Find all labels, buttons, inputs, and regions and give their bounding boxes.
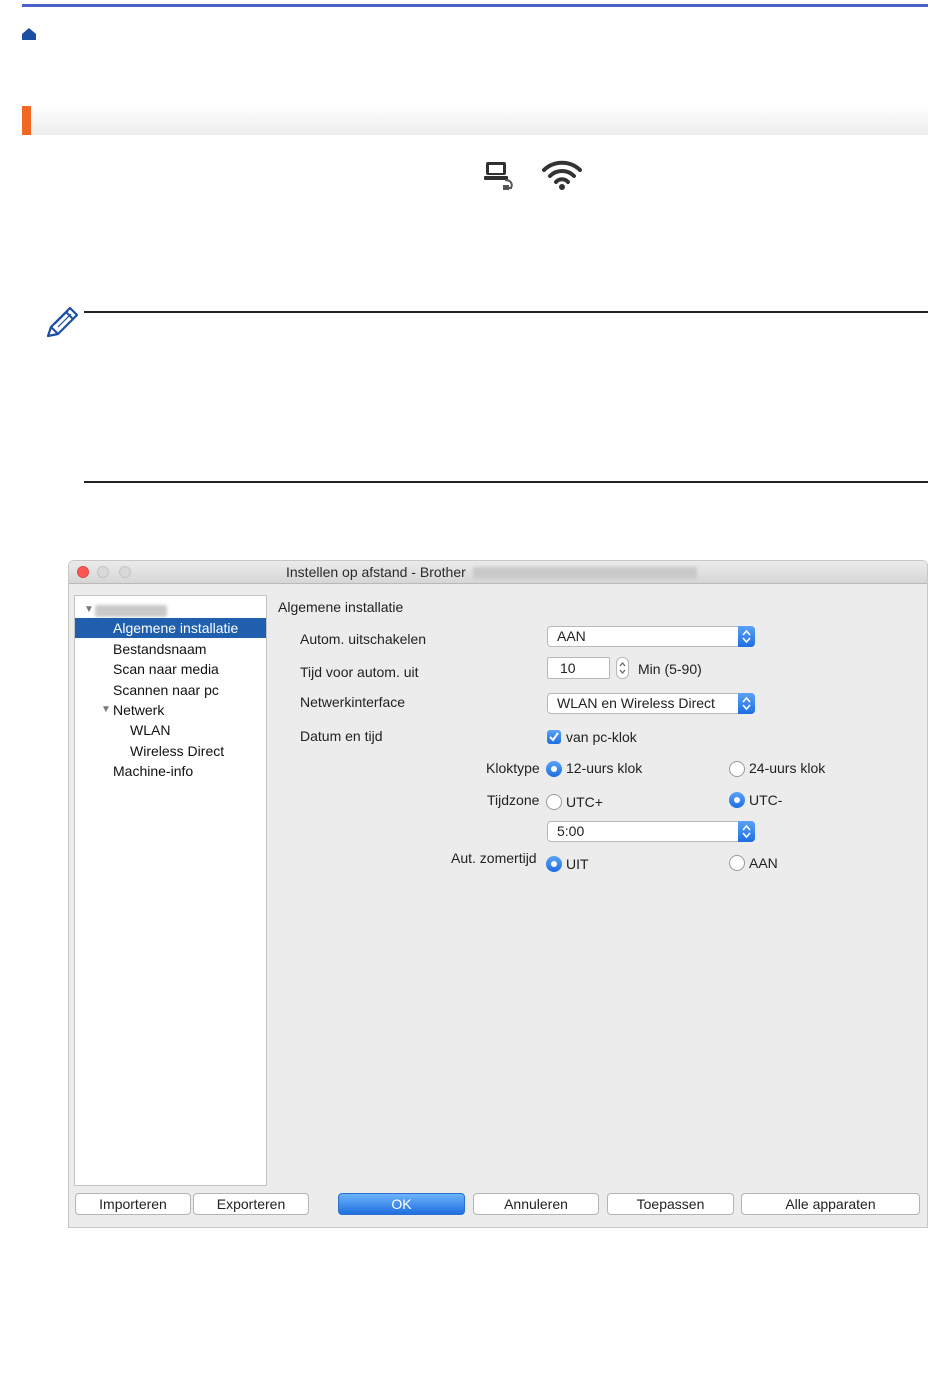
auto-off-time-label: Tijd voor autom. uit: [300, 664, 419, 680]
section-accent: [22, 106, 31, 135]
sidebar-item-scan-to-media[interactable]: [75, 659, 266, 679]
wifi-icon: [540, 158, 584, 192]
dst-on-radio[interactable]: [729, 855, 745, 871]
timezone-offset-value: 5:00: [557, 823, 585, 839]
dst-off-label: UIT: [566, 856, 589, 872]
dst-label: Aut. zomertijd: [451, 850, 537, 866]
auto-off-label: Autom. uitschakelen: [300, 631, 427, 647]
settings-tree: [74, 595, 267, 1186]
window-close-button[interactable]: [77, 566, 89, 578]
window-title-text: Instellen op afstand - Brother: [286, 564, 466, 580]
clock-24h-label: 24-uurs klok: [749, 760, 826, 776]
section-title-bar: [22, 106, 928, 135]
cancel-button[interactable]: Annuleren: [473, 1193, 599, 1215]
remote-setup-window: [69, 561, 927, 1227]
auto-off-time-unit: Min (5-90): [638, 661, 702, 677]
network-interface-select[interactable]: [547, 693, 755, 714]
sidebar-item-label: Wireless Direct: [130, 743, 225, 759]
clock-12h-label: 12-uurs klok: [566, 760, 643, 776]
usb-connection-icon: [481, 158, 517, 192]
note-bottom-rule: [84, 481, 928, 483]
pencil-note-icon: [44, 305, 80, 339]
clock-12h-radio[interactable]: [546, 761, 562, 777]
timezone-offset-select[interactable]: [547, 821, 755, 842]
window-zoom-button[interactable]: [119, 566, 131, 578]
apply-button[interactable]: Toepassen: [607, 1193, 734, 1215]
window-titlebar[interactable]: [69, 561, 927, 584]
header-rule: [22, 4, 928, 7]
sidebar-item-scan-to-pc[interactable]: [75, 680, 266, 700]
sidebar-item-general-setup[interactable]: [75, 618, 266, 638]
home-icon[interactable]: [21, 26, 37, 42]
ok-button[interactable]: OK: [338, 1193, 465, 1215]
dst-on-label: AAN: [749, 855, 778, 871]
dst-off-radio[interactable]: [546, 856, 562, 872]
window-minimize-button[interactable]: [97, 566, 109, 578]
popup-arrows-icon: [738, 821, 755, 842]
clock-type-label: Kloktype: [486, 760, 540, 776]
sidebar-item-wireless-direct[interactable]: [75, 741, 266, 761]
import-button[interactable]: Importeren: [75, 1193, 191, 1215]
sidebar-item-network[interactable]: [75, 700, 266, 720]
model-name-redacted: [473, 567, 697, 579]
clock-24h-radio[interactable]: [729, 761, 745, 777]
sidebar-item-label: Scannen naar pc: [113, 682, 219, 698]
auto-off-time-input[interactable]: 10: [547, 657, 610, 679]
auto-off-select[interactable]: [547, 626, 755, 647]
sidebar-item-label: WLAN: [130, 722, 171, 738]
sidebar-item-wlan[interactable]: [75, 720, 266, 740]
window-title: [286, 564, 697, 580]
checkmark-icon: [547, 730, 561, 744]
export-button[interactable]: Exporteren: [193, 1193, 309, 1215]
utc-plus-radio[interactable]: [546, 794, 562, 810]
sidebar-item-label: Scan naar media: [113, 661, 219, 677]
disclosure-triangle-icon[interactable]: ▼: [101, 704, 111, 715]
popup-arrows-icon: [738, 626, 755, 647]
utc-plus-label: UTC+: [566, 794, 603, 810]
note-top-rule: [84, 311, 928, 313]
sidebar-item-label: Bestandsnaam: [113, 641, 207, 657]
datetime-label: Datum en tijd: [300, 728, 383, 744]
pc-clock-checkbox[interactable]: [547, 730, 561, 744]
network-interface-label: Netwerkinterface: [300, 694, 406, 710]
utc-minus-label: UTC-: [749, 792, 783, 808]
auto-off-value: AAN: [557, 628, 586, 644]
panel-heading: Algemene installatie: [278, 599, 404, 615]
all-devices-button[interactable]: Alle apparaten: [741, 1193, 920, 1215]
sidebar-item-label: Machine-info: [113, 763, 194, 779]
disclosure-triangle-icon[interactable]: ▼: [84, 604, 94, 615]
sidebar-item-machine-info[interactable]: [75, 761, 266, 781]
popup-arrows-icon: [738, 693, 755, 714]
pc-clock-label: van pc-klok: [566, 729, 637, 745]
stepper-arrows-icon: [617, 658, 628, 678]
utc-minus-radio[interactable]: [729, 792, 745, 808]
sidebar-item-label: Algemene installatie: [113, 620, 239, 636]
auto-off-time-stepper[interactable]: [616, 657, 629, 679]
tree-root[interactable]: [75, 600, 266, 620]
network-interface-value: WLAN en Wireless Direct: [557, 695, 715, 711]
timezone-label: Tijdzone: [487, 792, 540, 808]
sidebar-item-file-name[interactable]: [75, 639, 266, 659]
sidebar-item-label: Netwerk: [113, 702, 165, 718]
device-name-redacted: [95, 605, 167, 617]
